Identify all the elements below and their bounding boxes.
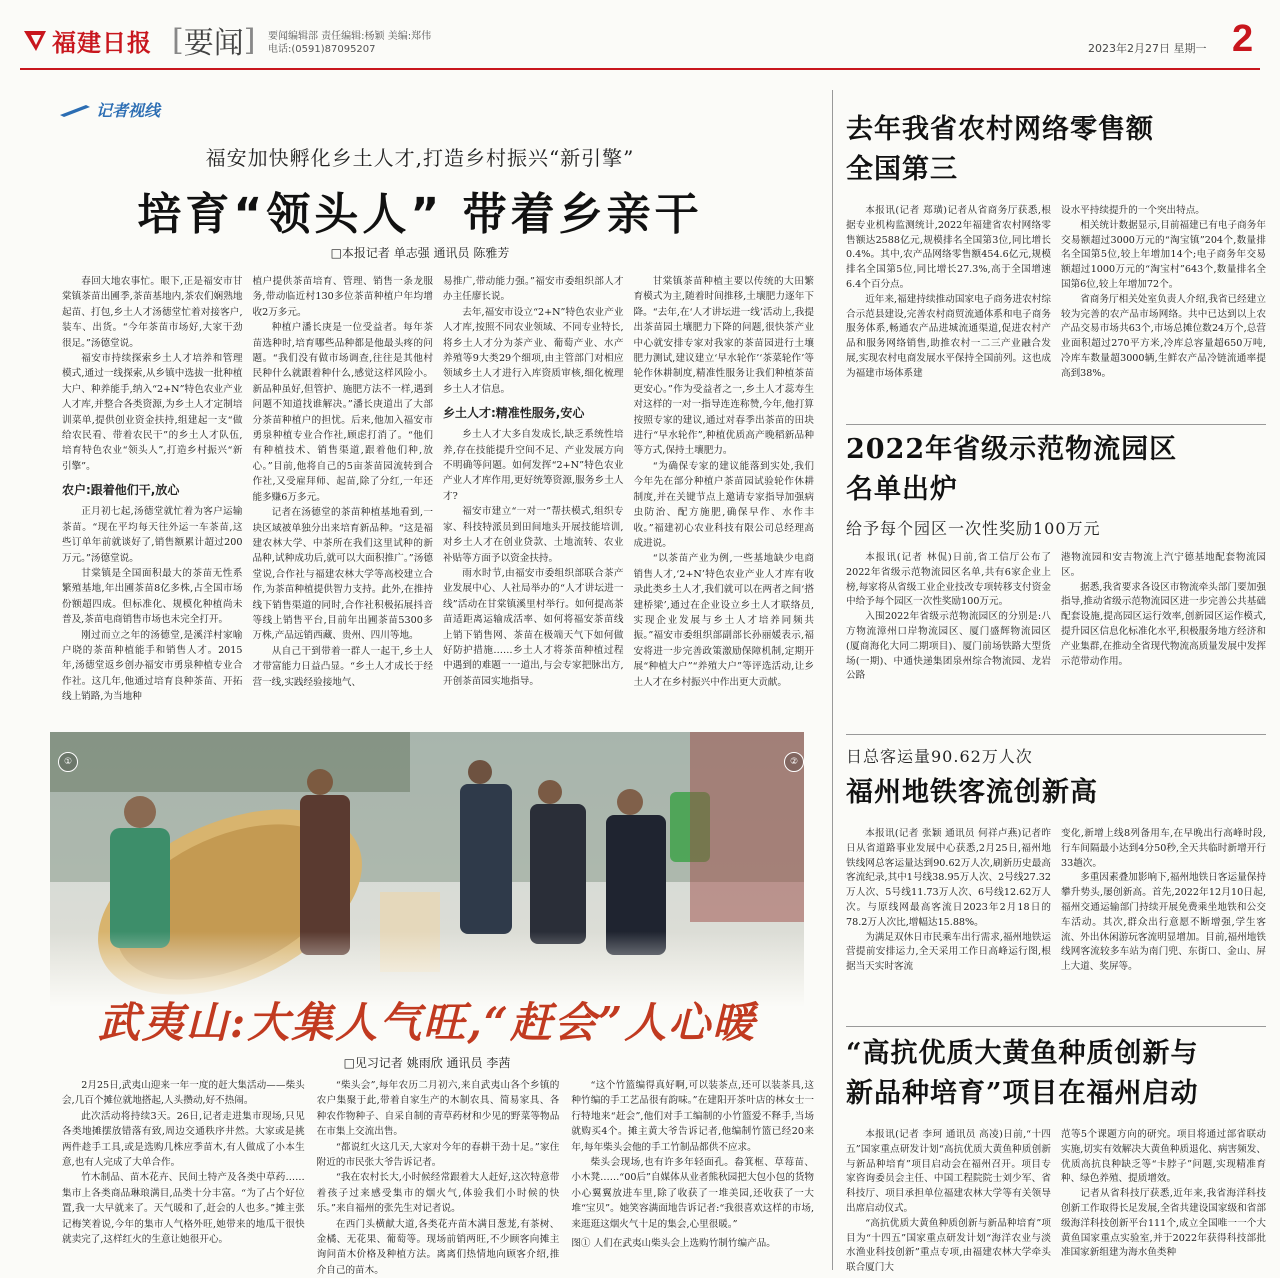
story-title-line-2: 全国第三 bbox=[846, 154, 958, 185]
paragraph: 本报讯(记者 张颖 通讯员 何祥卢燕)记者昨日从省道路事业发展中心获悉,2月25日,福州地铁线网总客运量达到90.62万人次,刷新历史最高客流纪录,其中1号线38.95万人次、2号线27.32万人次、5号线11.73万人次、6号线12.62万人次。与原线网最高客流日2023年2月18日的78.2万人次比,增幅达15.88%。 bbox=[846, 828, 1051, 928]
paragraph: 据悉,我省要求各设区市物流牵头部门要加强指导,推动省级示范物流园区进一步完善公共基础配套设施,提高园区运行效率,创新园区运作模式,提升园区信息化标准化水平,积极服务地方经济和产业集群,在推动全省现代物流高质量发展中发挥示范带动作用。 bbox=[1061, 581, 1266, 667]
story-rural-ecommerce bbox=[846, 110, 1266, 426]
paragraph: 雨水时节,由福安市委组织部联合茶产业发展中心、人社局举办的“人才讲坛进一线”活动在甘棠镇溪里村举行。如何提高茶苗适距离运输成活率、如何将福安茶苗线上销下销售网、茶苗在极端天气下如何做好防护措施……乡土人才将茶苗种植过程中遇到的难题一一道出,与会专家把脉出方,开创茶苗园实地指导。 bbox=[443, 567, 624, 687]
paragraph: 易推广,带动能力强。”福安市委组织部人才办主任廖长说。 bbox=[443, 276, 624, 303]
story-logistics bbox=[846, 430, 1266, 729]
section-name: 要闻 bbox=[183, 26, 244, 61]
paragraph: 变化,新增上线8列备用车,在早晚出行高峰时段,行车间隔最小达到4分50秒,全天共临时新增开行33趟次。 bbox=[1061, 828, 1266, 869]
logo-text: 福建日报 bbox=[52, 27, 152, 57]
lead-column-3 bbox=[443, 274, 624, 714]
story-title: 福州地铁客流创新高 bbox=[846, 777, 1098, 808]
photo-story-byline: □见习记者 姚雨欣 通讯员 李茜 bbox=[343, 1056, 511, 1070]
paragraph: 本报讯(记者 李珂 通讯员 高凌)日前,“十四五”国家重点研发计划“高抗优质大黄鱼种质创新与新品种培育”项目启动会在福州召开。项目专家咨询委员会主任、中国工程院院士刘少军、省科技厅、项目承担单位福建农林大学等有关领导出席启动仪式。 bbox=[846, 1129, 1051, 1214]
paragraph: 本报讯(记者 林侃)日前,省工信厅公布了2022年省级示范物流园区名单,共有6家企业上榜,每家将从省级工业企业技改专项转移支付资金中给予每个园区一次性奖励100万元。 bbox=[846, 552, 1051, 608]
issue-date: 2023年2月27日 星期一 bbox=[1088, 42, 1207, 55]
story-title-line-2: 新品种培育”项目在福州启动 bbox=[846, 1078, 1199, 1109]
staff-credits bbox=[268, 30, 431, 56]
lead-headline: 培育“领头人” 带着乡亲干 bbox=[137, 189, 703, 240]
paragraph: 春回大地农事忙。眼下,正是福安市甘棠镇茶苗出圃季,茶苗基地内,茶农们娴熟地起苗、打包,乡土人才汤德堂忙着对接客户,装车、出货。“今年茶苗市场好,大家干劲很足。”汤德堂说。 bbox=[62, 276, 243, 349]
paragraph: 刚过而立之年的汤德堂,是溪洋村家喻户晓的茶苗种植能手和销售人才。2015年,汤德堂返乡创办福安市勇泉种植专业合作社。这几年,他通过培育良种茶苗、开拓线上销路,为当地种 bbox=[62, 629, 243, 703]
paragraph: 在西门头横献大道,各类花卉苗木满目葱茏,有茶树、金橘、无花果、葡萄等。现场前销两旺,不少顾客向摊主询问苗木价格及种植方法。离离们热情地向顾客介绍,推介自己的苗木。 bbox=[316, 1218, 560, 1276]
story-body bbox=[846, 204, 1266, 426]
story-column bbox=[1061, 204, 1266, 426]
paragraph: 记者在汤德堂的茶苗种植基地看到,一块区域被单独分出来培育新品种。“这是福建农林大学、中茶所在我们这里试种的新品种,试种成功后,就可以大面积推广。”汤德堂说,合作社与福建农林大学等高校建立合作,为茶苗种植提供智力支持。此外,在推持线下销售渠道的同时,合作社积极拓展抖音等线上销售平台,目前年出圃茶苗5300多万株,产品远销西藏、贵州、四川等地。 bbox=[252, 507, 433, 642]
story-deck: 日总客运量90.62万人次 bbox=[846, 747, 1033, 766]
paragraph: 甘棠镇茶苗种植主要以传统的大田繁育模式为主,随着时间推移,土壤肥力逐年下降。“去年,在‘人才讲坛进一线’活动上,我提出茶苗园土壤肥力下降的问题,很快茶产业中心就安排专家对我家的茶苗园进行土壤肥力测试,建议建立‘早水轮作’‘茶菜轮作’等轮作休耕制度,精准性服务让我们种植茶苗更安心。”作为受益者之一,乡土人才蕊寿生对这样的一对一指导连连称赞,今年,他打算按照专家的建议,通过对春季出茶苗的田块进行“早水轮作”,种植优质高产晚稻新品种等方式,保持土壤肥力。 bbox=[633, 276, 814, 457]
story-column bbox=[1061, 551, 1266, 729]
page-number: 2 bbox=[1232, 18, 1254, 60]
story-metro bbox=[846, 744, 1266, 1021]
story-divider bbox=[846, 1026, 1266, 1027]
paragraph: 多重因素叠加影响下,福州地铁日客运量保持攀升势头,屡创新高。首先,2022年12月10日起,福州交通运输部门持续开展免费乘坐地铁和公交车活动。其次,群众出行意愿不断增强,学生客流、外出休闲游玩客流明显增加。目前,福州地铁线网客流较多车站为南门兜、东街口、金山、屏上大道、奖屏等。 bbox=[1061, 872, 1266, 973]
story-column bbox=[846, 827, 1051, 1021]
lead-subtitle: 福安加快孵化乡土人才,打造乡村振兴“新引擎” bbox=[205, 146, 635, 170]
masthead-rule bbox=[20, 68, 1260, 70]
paragraph: 2月25日,武夷山迎来一年一度的赶大集活动——柴头会,几百个摊位就地搭起,人头攒动,好不热闹。 bbox=[62, 1080, 305, 1107]
lead-byline: □本报记者 单志强 通讯员 陈雅芳 bbox=[330, 246, 510, 260]
paragraph: 植户提供茶苗培育、管理、销售一条龙服务,带动临近村130多位茶苗种植户年均增收2万多元。 bbox=[252, 276, 433, 318]
story-body bbox=[846, 1128, 1266, 1276]
paragraph: 种植户潘长庚是一位受益者。每年茶苗选种时,培育哪些品种都是他最头疼的问题。“我们没有做市场调查,往往是其他村民种什么就跟着种什么,感觉这样风险小。新品种虽好,但管护、施肥方法不一样,遇到问题不知道找谁解决。”潘长庚道出了大部分茶苗种植户的担忧。后来,他加入福安市勇泉种植专业合作社,顾虑打消了。“他们有种植技术、销售渠道,跟着他们种,放心。”目前,他将自己的5亩茶苗园流转到合作社,又受雇拜师、起苗,除了分红,一年还能多赚6万多元。 bbox=[252, 322, 433, 503]
paragraph: 从自己干到带着一群人一起干,乡土人才带富能力日益凸显。“乡土人才成长于经营一线,实践经验接地气、 bbox=[252, 645, 433, 688]
paragraph: “这个竹篮编得真好啊,可以装茶点,还可以装茶具,这种竹编的手工艺品很有韵味。”在建阳开茶叶店的林女士一行特地来“赶会”,他们对手工编制的小竹篮爱不释手,当场就购买4个。摊主黄大爷告诉记者,他编制竹篮已经20来年,每年柴头会他的手工竹制品都供不应求。 bbox=[571, 1080, 815, 1153]
staff-line-2: 电话:(0591)87095207 bbox=[268, 44, 376, 55]
paragraph: 甘棠镇是全国面积最大的茶苗无性系繁殖基地,年出圃茶苗8亿多株,占全国市场份额超四成。但标准化、规模化种植尚未普及,茶苗电商销售市场也未完全打开。 bbox=[62, 567, 243, 626]
paragraph: 范等5个课题方向的研究。项目将通过部省联动实施,切实有效解决大黄鱼种质退化、病害频发、优质高抗良种缺乏等“卡脖子”问题,实现精准育种、绿色养殖、提质增效。 bbox=[1061, 1129, 1266, 1185]
figure-caption: 图① 人们在武夷山柴头会上选购竹制竹编产品。 bbox=[571, 1238, 776, 1250]
story-fish bbox=[846, 1034, 1266, 1276]
paragraph: “为确保专家的建议能落到实处,我们今年先在部分种植户茶苗园试验轮作休耕制度,并在关键节点上邀请专家指导加强病虫防治、配方施肥,确保早作、水作丰收。”福建初心农业科技有限公司总经理高成进说。 bbox=[633, 460, 814, 549]
lead-column-1 bbox=[62, 274, 243, 714]
paragraph: 正月初七起,汤德堂就忙着为客户运输茶苗。“现在平均每天往外运一车茶苗,这些订单年前就谈好了,销售额累计超过200万元。”汤德堂说。 bbox=[62, 506, 243, 564]
photo-marker-1: ① bbox=[58, 752, 78, 772]
story-column bbox=[846, 204, 1051, 426]
paragraph: 竹木制品、苗木花卉、民间土特产及各类中草药……集市上各类商品琳琅满目,品类十分丰富。“为了占个好位置,我一大早就来了。天气暖和了,赶会的人也多。”摊主张记梅笑着说,今年的集市人气格外旺,她带来的地瓜干很快就卖完了,这样红火的生意让她很开心。 bbox=[62, 1172, 305, 1246]
story-body bbox=[846, 551, 1266, 729]
logo-emblem-icon bbox=[22, 27, 48, 53]
story-title-line-1: 2022年省级示范物流园区 bbox=[846, 434, 1178, 465]
paragraph: “都说红火这几天,大家对今年的春耕干劲十足。”家住附近的市民张大爷告诉记者。 bbox=[316, 1141, 560, 1169]
paragraph: 为满足双休日市民乘车出行需求,福州地铁运营提前安排运力,全天采用工作日高峰运行图,根据当天实时客流 bbox=[846, 931, 1051, 973]
lead-column-4 bbox=[634, 274, 815, 714]
column-kicker bbox=[60, 98, 160, 121]
section-subheading: 农户:跟着他们干,放心 bbox=[62, 483, 180, 498]
section-label: [ 要闻 ] bbox=[172, 20, 255, 60]
photo-marker-2: ② bbox=[784, 752, 804, 772]
column-divider bbox=[832, 90, 833, 1270]
lead-column-2 bbox=[253, 274, 434, 714]
pen-icon bbox=[60, 103, 90, 117]
paragraph: 本报讯(记者 郑璜)记者从省商务厅获悉,根据专业机构监测统计,2022年福建省农村网络零售额达2588亿元,规模排名全国第3位,同比增长0.4%。其中,农产品网络零售额454.6亿元,规模排名全国第5位,同比增长27.3%,高于全国增速6.4个百分点。 bbox=[846, 205, 1051, 290]
story-title-line-1: 去年我省农村网络零售额 bbox=[846, 114, 1154, 145]
masthead bbox=[0, 0, 1280, 70]
story-title-line-2: 名单出炉 bbox=[846, 474, 958, 505]
story-column bbox=[1061, 1128, 1266, 1276]
paragraph: 港物流园和安吉物流上汽宁德基地配套物流园区。 bbox=[1061, 552, 1266, 578]
lead-body bbox=[62, 274, 814, 714]
paragraph: 省商务厅相关处室负责人介绍,我省已经建立较为完善的农产品市场网络。共中已达到以上农产品交易市场共63个,市场总摊位数24万个,总营业面积超过270平方米,冷库总容量超650万吨,冷库车数量超3000辆,生鲜农产品冷链流通率提高到38%。 bbox=[1061, 293, 1266, 379]
story-column bbox=[846, 1128, 1051, 1276]
story-divider bbox=[846, 424, 1266, 425]
paragraph: 福安市建立“一对一”帮扶模式,组织专家、科技特派员到田间地头开展技能培训,对乡土人才在创业贷款、土地流转、农业补贴等方面予以资金扶持。 bbox=[443, 506, 624, 564]
story-deck: 给予每个园区一次性奖励100万元 bbox=[846, 519, 1101, 538]
section-subheading: 乡土人才:精准性服务,安心 bbox=[443, 406, 585, 421]
story-title-line-1: “高抗优质大黄鱼种质创新与 bbox=[846, 1038, 1199, 1069]
staff-line-1: 要闻编辑部 责任编辑:杨颖 美编:郑伟 bbox=[268, 31, 432, 42]
story-body bbox=[846, 827, 1266, 1021]
story-column bbox=[846, 551, 1051, 729]
story-column bbox=[1061, 827, 1266, 1021]
paragraph: “以茶苗产业为例,一些基地缺少电商销售人才,‘2+N’特色农业产业人才库有收录此类乡土人才,我们就可以在两者之间‘搭建桥梁’,通过在企业设立乡土人才联络员,实现企业发展与乡土人才培养同频共振。”福安市委组织部副部长孙丽媛表示,福安将进一步完善政策激励保障机制,定期开展“种植大户”“养殖大户”等评选活动,让乡土人才在乡村振兴中作出更大贡献。 bbox=[633, 553, 814, 688]
paragraph: 设水平持续提升的一个突出特点。 bbox=[1061, 205, 1205, 216]
paragraph: “柴头会”,每年农历二月初六,来自武夷山各个乡镇的农户集聚于此,带着自家生产的木制农具、简易家具、各种农作物种子、自采自制的青草药材和少见的野菜等物品在市集上交流出售。 bbox=[316, 1080, 560, 1138]
paragraph: 入围2022年省级示范物流园区的分别是:八方物流漳州口岸物流园区、厦门盛辉物流园区(厦商海化大同二期项目)、厦门前场铁路大型货场(一期)、中通快递集团泉州综合物流园、龙岩公路 bbox=[846, 611, 1051, 682]
paragraph: 近年来,福建持续推动国家电子商务进农村综合示范县建设,完善农村商贸流通体系和电子商务服务体系,畅通农产品进城流通渠道,促进农村产品和服务网络销售,助推农村一二三产业融合发展,实现农村电商发展水平保持全国前列。这也成为福建市场体系建 bbox=[846, 293, 1051, 379]
kicker-text: 记者视线 bbox=[96, 101, 161, 120]
paragraph: 柴头会现场,也有许多年轻面孔。畚箕框、草莓苗、小木凳……“00后”自媒体从业者熊秋园把大包小包的货物小心翼翼放进车里,除了收获了一堆美园,还收获了一大堆“宝贝”。她笑容满面地告诉记者:“我很喜欢这样的市场,来逛逛这烟火气十足的集会,心里很暖。” bbox=[571, 1157, 815, 1230]
photo-story-headline: 武夷山:大集人气旺,“赶会”人心暖 bbox=[97, 998, 757, 1047]
paragraph: “我在农村长大,小时候经常跟着大人赶好,这次特意带着孩子过来感受集市的烟火气,体验我们小时候的快乐。”来自福州的张先生对记者说。 bbox=[316, 1172, 560, 1215]
paragraph: 此次活动将持续3天。26日,记者走进集市现场,只见各类地摊摆放错落有致,周边交通秩序井然。大家或是挑两件趁手工具,或是选购几株应季苗木,有人做成了小本生意,也有人完成了大单合作。 bbox=[62, 1110, 305, 1169]
paragraph: “高抗优质大黄鱼种质创新与新品种培育”项目为“十四五”国家重点研发计划“海洋农业与淡水渔业科技创新”重点专项,由福建农林大学牵头联合厦门大 bbox=[846, 1217, 1051, 1274]
paragraph: 福安市持续探索乡土人才培养和管理模式,通过一线探索,从乡镇中选拔一批种植大户、种养能手,纳入“2+N”特色农业产业人才库,并整合各类资源,为乡土人才定制培训菜单,提供创业资金扶持,组建起一支“做给农民看、带着农民干”的乡土人才队伍,培育特色农业“领头人”,打造乡村振兴“新引擎”。 bbox=[62, 353, 243, 472]
paragraph: 乡土人才大多自发成长,缺乏系统性培养,存在技能提升空间不足、产业发展方向不明确等问题。如何发挥“2+N”特色农业产业人才库作用,更好统筹资源,服务乡土人才? bbox=[443, 429, 624, 502]
paragraph: 相关统计数据显示,目前福建已有电子商务年交易额超过3000万元的“淘宝镇”204个,数量排名全国第5位,较上年增加14个;电子商务年交易额超过1000万元的“淘宝村”643个,数量排名全国第6位,较上年增加72个。 bbox=[1061, 219, 1266, 290]
photo-story-column-1 bbox=[62, 1078, 305, 1278]
paragraph: 去年,福安市设立“2+N”特色农业产业人才库,按照不同农业领域、不同专业特长,将乡土人才分为茶产业、葡萄产业、水产养殖等9大类29个细项,由主管部门对相应领域乡土人才进行入库资质审核,细化梳理乡土人才信息。 bbox=[443, 306, 624, 395]
paragraph: 记者从省科技厅获悉,近年来,我省海洋科技创新工作取得长足发展,全省共建设国家级和省部级海洋科技创新平台111个,成立全国唯一一个大黄鱼国家重点实验室,并于2022年获得科技部批准国家新组建为海水鱼类种 bbox=[1061, 1188, 1266, 1259]
photo-story-body bbox=[62, 1078, 814, 1278]
story-divider bbox=[846, 734, 1266, 735]
photo-story-column-3 bbox=[571, 1078, 814, 1278]
newspaper-logo bbox=[22, 20, 182, 60]
photo-story-column-2 bbox=[317, 1078, 560, 1278]
